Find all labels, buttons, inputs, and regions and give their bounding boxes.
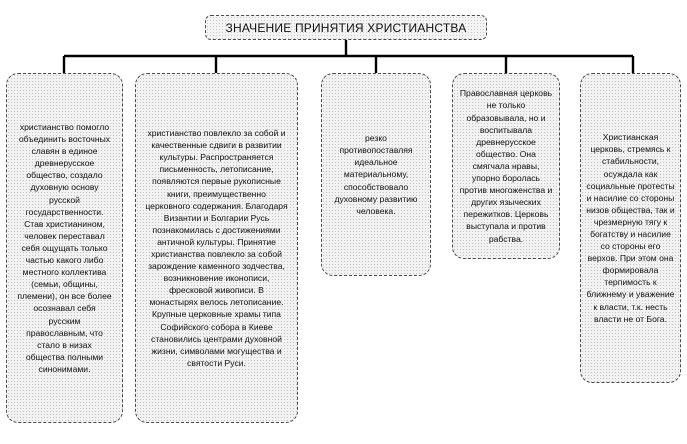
significance-box-spiritual bbox=[321, 73, 431, 276]
significance-box-morals bbox=[452, 73, 560, 259]
box-text: Православная церковь не только образовывала, но и воспитывала древнерусское общество. Она смягчала нравы, упорно боролась против многоженства и других языческих пережитков. Церковь выступала и против рабства. bbox=[459, 88, 553, 244]
significance-box-unification bbox=[6, 73, 123, 423]
box-text: Христианская церковь, стремясь к стабильности, осуждала как социальные протесты и насилие со стороны низов общества, так и чрезмерную тягу к богатству и насилие со стороны его верхов. При этом она формировала терпимость к ближнему и уважение к власти, т.к. несть власти не от Бога. bbox=[586, 132, 675, 324]
diagram-title bbox=[205, 15, 487, 40]
box-text: резко противопоставляя идеальное материальному, способствовало духовному развитию человека. bbox=[334, 133, 418, 216]
box-text: христианство помогло объединить восточных славян в единое древнерусское общество, создало духовную основу русской государственности. Став христианином, человек переставал себя ощущать только частью какого либо местного коллектива (семьи, общины, племени), он все более осознавал себя русским православным, что стало в низах общества полными синонимами. bbox=[17, 122, 112, 374]
significance-box-stability bbox=[580, 73, 681, 383]
significance-box-culture bbox=[135, 73, 298, 423]
diagram-title-text: ЗНАЧЕНИЕ ПРИНЯТИЯ ХРИСТИАНСТВА bbox=[225, 20, 467, 35]
box-text: христианство повлекло за собой и качественные сдвиги в развитии культуры. Распространяется письменность, летописание, появляются первые рукописные книги, преимущественно церковного содержания. Благодаря Византии и Болгарии Русь познакомилась с достижениями античной культуры. Принятие христианства повлекло за собой зарождение каменного зодчества, возникновение иконописи, фресковой живописи. В монастырях велось летописание. Крупные церковные храмы типа Софийского собора в Киеве становились центрами духовной жизни, символами могущества и святости Руси. bbox=[145, 128, 288, 368]
